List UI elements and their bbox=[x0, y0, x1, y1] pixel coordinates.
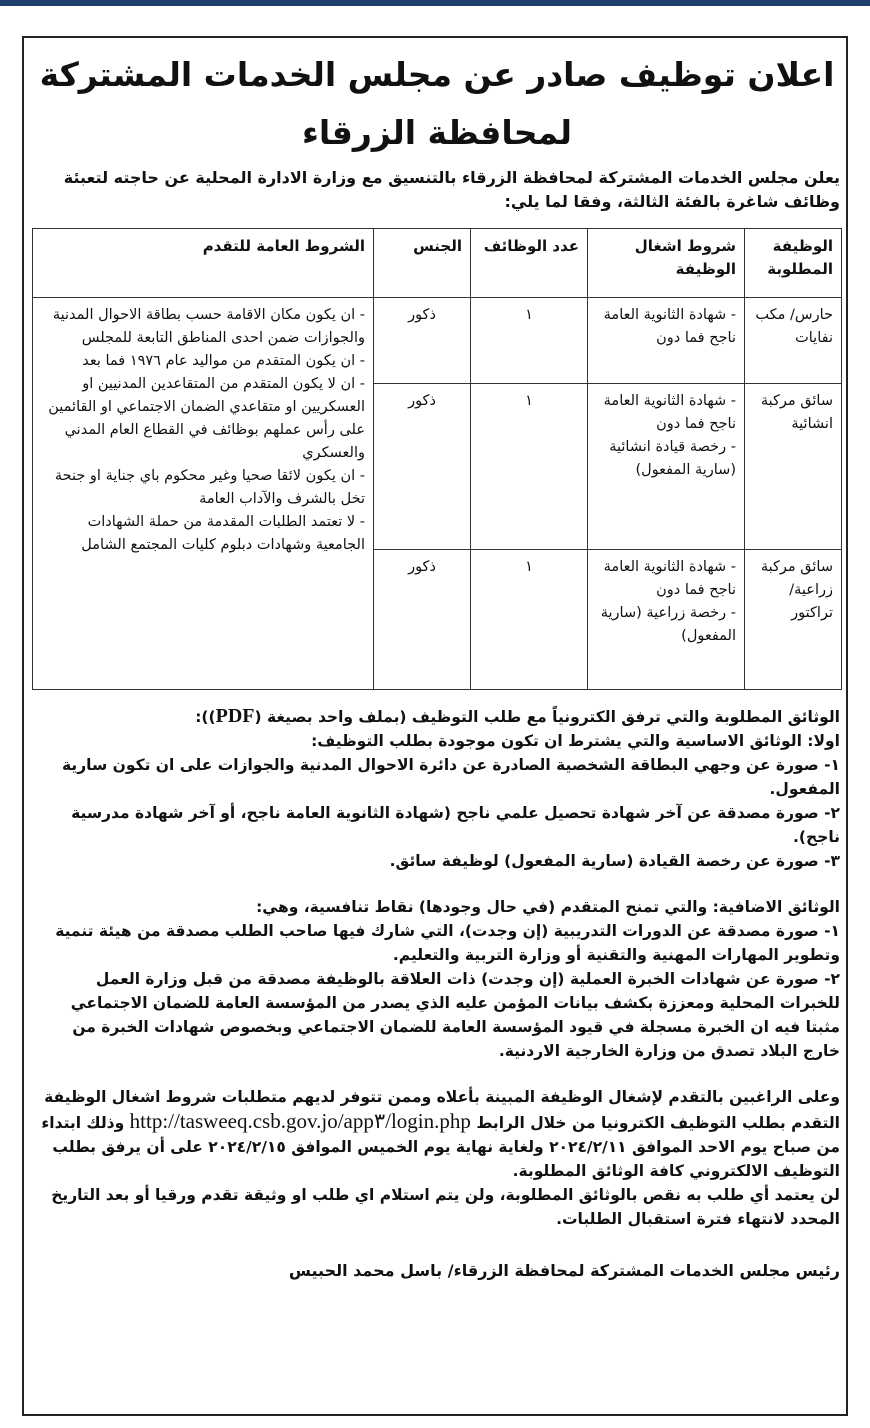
basic-documents-title: اولا: الوثائق الاساسية والتي يشترط ان تكون موجودة بطلب التوظيف: bbox=[311, 732, 840, 750]
pdf-format-label: PDF bbox=[215, 705, 255, 727]
condition-item: - ان يكون مكان الاقامة حسب بطاقة الاحوال المدنية والجوازات ضمن احدى المناطق التابعة للمجلس bbox=[52, 307, 365, 346]
job-gender: ذكور bbox=[374, 298, 471, 384]
basic-document-item: ٣- صورة عن رخصة القيادة (سارية المفعول) لوظيفة سائق. bbox=[389, 852, 840, 870]
additional-document-item: ١- صورة مصدقة عن الدورات التدريبية (إن وجدت)، التي شارك فيها صاحب الطلب مصدقة من هيئة تنمية وتطوير المهارات المهنية والتقنية أو وزارة التربية والتعليم. bbox=[55, 922, 840, 964]
job-requirements bbox=[588, 550, 745, 690]
application-section bbox=[34, 1085, 840, 1231]
condition-item: - لا تعتمد الطلبات المقدمة من حملة الشهادات الجامعية وشهادات دبلوم كليات المجتمع الشامل bbox=[81, 514, 365, 553]
title-line-2: لمحافظة الزرقاء bbox=[301, 113, 573, 152]
condition-item: - ان لا يكون المتقدم من المتقاعدين المدنيين او العسكريين او متقاعدي الضمان الاجتماعي او القائمين على رأس عملهم بوظائف في القطاع العام المدني والعسكري bbox=[48, 376, 365, 461]
header-gender: الجنس bbox=[374, 229, 471, 298]
requirement-item: - شهادة الثانوية العامة ناجح فما دون bbox=[603, 307, 736, 346]
signature: رئيس مجلس الخدمات المشتركة لمحافظة الزرقاء/ باسل محمد الحبيس bbox=[288, 1261, 840, 1280]
additional-documents-section bbox=[34, 895, 840, 1063]
intro-paragraph: يعلن مجلس الخدمات المشتركة لمحافظة الزرقاء بالتنسيق مع وزارة الادارة المحلية عن حاجته لتعبئة وظائف شاغرة بالفئة الثالثة، وفقا لما يلي: bbox=[63, 168, 840, 211]
additional-documents-title: الوثائق الاضافية: والتي تمنح المتقدم (في حال وجودها) نقاط تنافسية، وهي: bbox=[256, 898, 840, 916]
additional-document-item: ٢- صورة عن شهادات الخبرة العملية (إن وجدت) ذات العلاقة بالوظيفة مصدقة من قبل وزارة العمل للخبرات المحلية ومعززة بكشف بيانات المؤمن عليه الذي يصدر من المؤسسة العامة للضمان الاجتماعي مثبتا فيه ان الخبرة مسجلة في قيود المؤسسة العامة للضمان الاجتماعي وبخصوص شهادات الخبرة من خارج البلاد تصدق من وزارة الخارجية الاردنية. bbox=[70, 970, 840, 1060]
requirement-item: - شهادة الثانوية العامة ناجح فما دون bbox=[603, 559, 736, 598]
requirement-item: - شهادة الثانوية العامة ناجح فما دون bbox=[603, 393, 736, 432]
documents-intro-suffix: )): bbox=[195, 708, 216, 726]
application-instructions bbox=[34, 1085, 840, 1183]
job-count: ١ bbox=[471, 298, 588, 384]
top-accent-bar bbox=[0, 0, 870, 6]
required-documents-section bbox=[34, 704, 840, 873]
announcement-title bbox=[34, 46, 840, 162]
general-conditions bbox=[33, 298, 374, 690]
basic-document-item: ١- صورة عن وجهي البطاقة الشخصية الصادرة عن دائرة الاحوال المدنية والجوازات على ان تكون سارية المفعول. bbox=[62, 756, 840, 798]
job-title: سائق مركبة زراعية/ تراكتور bbox=[745, 550, 842, 690]
condition-item: - ان يكون لائقا صحيا وغير محكوم باي جناية او جنحة تخل بالشرف والآداب العامة bbox=[54, 468, 365, 507]
title-line-1: اعلان توظيف صادر عن مجلس الخدمات المشتركة bbox=[39, 55, 835, 94]
job-count: ١ bbox=[471, 550, 588, 690]
announcement bbox=[34, 40, 840, 1296]
application-link-part-1: http://tasweeq. bbox=[129, 1109, 253, 1133]
documents-intro-prefix: الوثائق المطلوبة والتي ترفق الكترونياً مع طلب التوظيف (بملف واحد بصيغة ( bbox=[254, 708, 840, 726]
job-title: حارس/ مكب نفايات bbox=[745, 298, 842, 384]
requirement-item: - رخصة زراعية (سارية المفعول) bbox=[600, 605, 736, 644]
table-header-row bbox=[33, 229, 842, 298]
job-count: ١ bbox=[471, 384, 588, 550]
job-requirements bbox=[588, 384, 745, 550]
documents-intro bbox=[34, 704, 840, 729]
application-link-part-2: csb.gov.jo/app٣/login.php bbox=[252, 1109, 471, 1133]
condition-item: - ان يكون المتقدم من مواليد عام ١٩٧٦ فما بعد bbox=[82, 353, 365, 369]
job-gender: ذكور bbox=[374, 550, 471, 690]
job-gender: ذكور bbox=[374, 384, 471, 550]
application-text-1: وعلى الراغبين بالتقدم لإشغال الوظيفة المبينة بأعلاه وممن تتوفر لديهم متطلبات شروط اشغال الوظيفة التقدم بطلب التوظيف الكترونيا من خلال الرابط bbox=[44, 1088, 840, 1132]
basic-document-item: ٢- صورة مصدقة عن آخر شهادة تحصيل علمي ناجح (شهادة الثانوية العامة ناجح، أو آخر شهادة مدرسية ناجح). bbox=[71, 804, 840, 846]
header-requirements: شروط اشغال الوظيفة bbox=[588, 229, 745, 298]
header-count: عدد الوظائف bbox=[471, 229, 588, 298]
jobs-table bbox=[32, 228, 842, 690]
header-job: الوظيفة المطلوبة bbox=[745, 229, 842, 298]
application-note: لن يعتمد أي طلب به نقص بالوثائق المطلوبة، ولن يتم استلام اي طلب او وثيقة تقدم ورقيا أو بعد التاريخ المحدد لانتهاء فترة استقبال الطلبات. bbox=[51, 1186, 840, 1228]
table-row bbox=[33, 298, 842, 384]
job-requirements bbox=[588, 298, 745, 384]
header-general-conditions: الشروط العامة للتقدم bbox=[33, 229, 374, 298]
job-title: سائق مركبة انشائية bbox=[745, 384, 842, 550]
application-link[interactable] bbox=[130, 1109, 471, 1133]
requirement-item: - رخصة قيادة انشائية (سارية المفعول) bbox=[609, 439, 736, 478]
application-text-2: وذلك ابتداء من صباح يوم الاحد الموافق ٢٠٢٤/٢/١١ ولغاية نهاية يوم الخميس الموافق ٢٠٢٤/٢/١٥ على أن يرفق بطلب التوظيف الالكتروني كافة الوثائق المطلوبة. bbox=[41, 1114, 840, 1180]
